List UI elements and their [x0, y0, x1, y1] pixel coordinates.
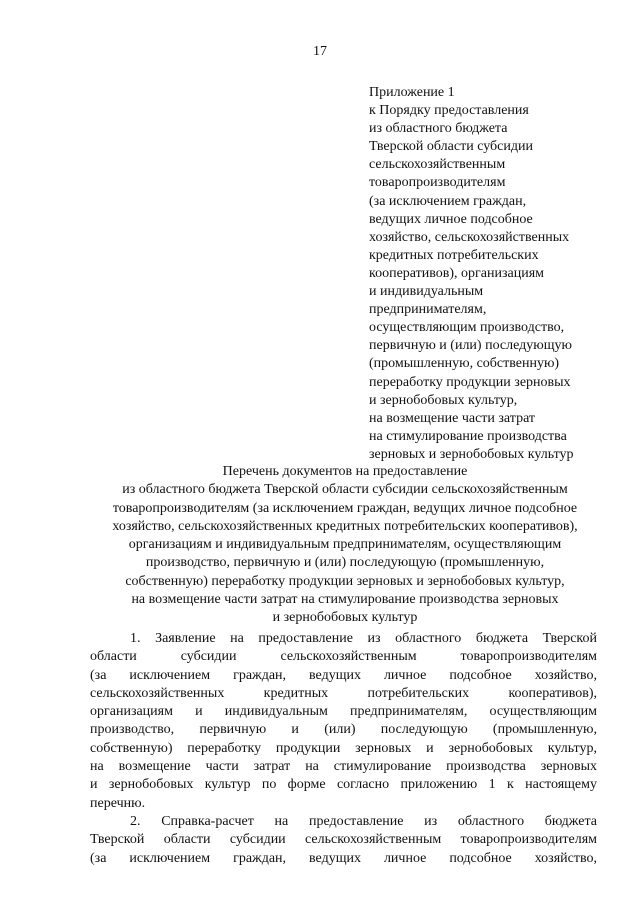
- appendix-line: ведущих личное подсобное: [369, 211, 533, 227]
- appendix-line: (промышленную, собственную): [369, 356, 560, 372]
- body-line: области субсидии сельскохозяйственным товаропроизводителям: [90, 649, 597, 665]
- appendix-line: из областного бюджета: [369, 121, 508, 137]
- appendix-line: Приложение 1: [369, 85, 455, 100]
- title-line: на возмещение части затрат на стимулирование производства зерновых: [131, 592, 559, 608]
- appendix-line: первичную и (или) последующую: [369, 338, 572, 354]
- body-line: (за исключением граждан, ведущих личное подсобное хозяйство,: [90, 667, 597, 683]
- appendix-line: (за исключением граждан,: [369, 193, 527, 209]
- body-line: производство, первичную и (или) последующую (промышленную,: [90, 722, 597, 738]
- title-line: и зернобобовых культур: [272, 610, 418, 626]
- page-number: 17: [313, 44, 327, 59]
- appendix-line: осуществляющим производство,: [369, 320, 565, 336]
- body-line: собственную) переработку продукции зерновых и зернобобовых культур,: [90, 740, 597, 756]
- appendix-line: товаропроизводителям: [369, 175, 506, 191]
- title-line: из областного бюджета Тверской области субсидии сельскохозяйственным: [122, 482, 568, 498]
- appendix-line: кредитных потребительских: [369, 247, 539, 263]
- appendix-line: сельскохозяйственным: [369, 157, 506, 173]
- appendix-line: Тверской области субсидии: [369, 139, 533, 155]
- body-line: 2. Справка-расчет на предоставление из областного бюджета: [130, 813, 597, 829]
- title-line: производство, первичную и (или) последующую (промышленную,: [145, 555, 545, 571]
- document-body: [90, 630, 597, 868]
- title-line: Перечень документов на предоставление: [222, 464, 468, 479]
- appendix-line: на возмещение части затрат: [369, 410, 536, 426]
- body-line: и зернобобовых культур по форме согласно приложению 1 к настоящему: [90, 777, 597, 793]
- appendix-line: к Порядку предоставления: [369, 103, 529, 119]
- title-line: организациям и индивидуальным предпринимателям, осуществляющим: [128, 537, 562, 553]
- body-line: на возмещение части затрат на стимулирование производства зерновых: [90, 759, 597, 775]
- body-line: сельскохозяйственных кредитных потребительских кооперативов),: [90, 685, 597, 701]
- appendix-line: хозяйство, сельскохозяйственных: [369, 229, 570, 245]
- body-line: перечню.: [90, 795, 146, 811]
- document-title: [86, 463, 604, 628]
- appendix-line: и зернобобовых культур,: [369, 392, 518, 408]
- appendix-line: предпринимателям,: [369, 302, 487, 318]
- appendix-line: переработку продукции зерновых: [369, 374, 571, 390]
- appendix-line: кооперативов), организациям: [369, 265, 545, 281]
- appendix-line: и индивидуальным: [369, 284, 484, 300]
- appendix-header: [369, 84, 574, 464]
- title-line: товаропроизводителям (за исключением граждан, ведущих личное подсобное: [112, 500, 578, 516]
- body-line: (за исключением граждан, ведущих личное подсобное хозяйство,: [90, 850, 597, 866]
- appendix-line: на стимулирование производства: [369, 428, 567, 444]
- body-line: Тверской области субсидии сельскохозяйственным товаропроизводителям: [90, 832, 597, 848]
- body-line: организациям и индивидуальным предпринимателям, осуществляющим: [90, 704, 597, 720]
- body-line: 1. Заявление на предоставление из областного бюджета Тверской: [130, 631, 597, 646]
- title-line: хозяйство, сельскохозяйственных кредитных потребительских кооперативов),: [112, 518, 578, 534]
- title-line: собственную) переработку продукции зерновых и зернобобовых культур,: [125, 573, 565, 589]
- appendix-line: зерновых и зернобобовых культур: [369, 446, 574, 462]
